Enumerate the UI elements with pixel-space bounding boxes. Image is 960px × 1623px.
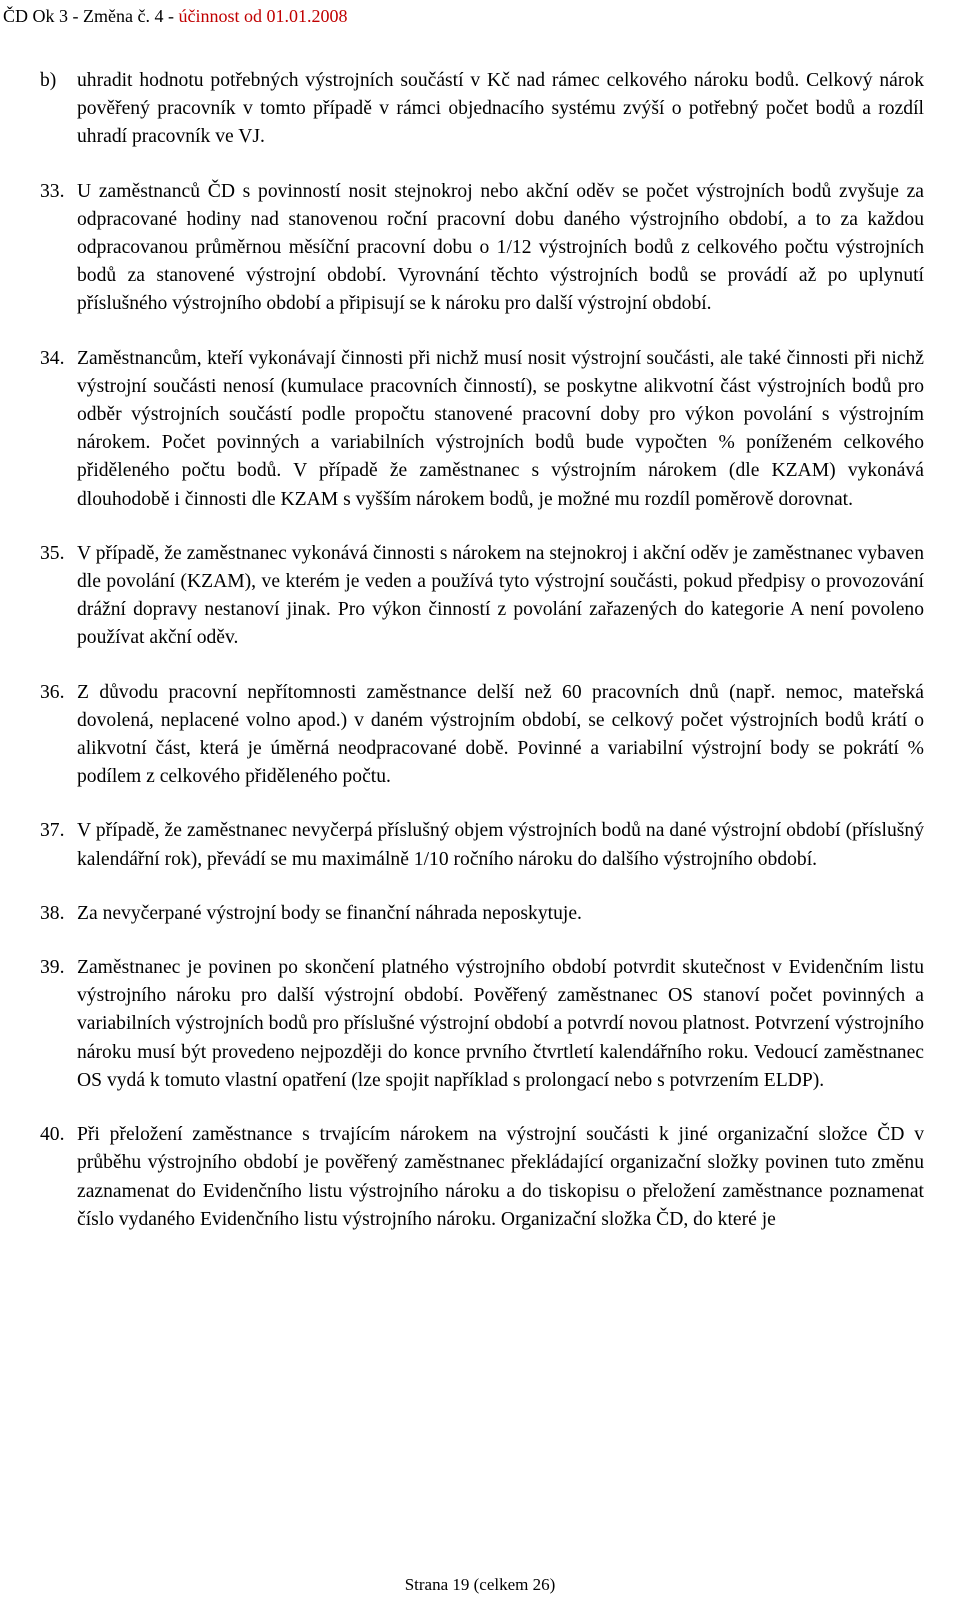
list-item: [40, 679, 924, 792]
page-footer: [0, 1574, 960, 1596]
item-number: 35.: [40, 542, 65, 564]
item-text: uhradit hodnotu potřebných výstrojních součástí v Kč nad rámec celkového nároku bodů. Celkový nárok pověřený pracovník v tomto případě v rámci objednacího systému zvýší o potřebný počet bodů a rozdíl uhradí pracovník ve VJ.: [77, 70, 924, 148]
item-number: b): [40, 70, 57, 91]
list-item: [40, 540, 924, 653]
item-text: Zaměstnancům, kteří vykonávají činnosti při nichž musí nosit výstrojní součásti, ale také činnosti při nichž výstrojní součásti nenosí (kumulace pracovních činností), se poskytne alikvotní část výstrojních bodů pro odběr výstrojních součástí podle propočtu stanovené pracovní doby pro výkon povolání s výstrojním nárokem. Počet povinných a variabilních výstrojních bodů bude vypočten % poníženém celkového přiděleného počtu bodů. V případě že zaměstnanec s výstrojním nárokem (dle KZAM) vykonává dlouhodobě i činnosti dle KZAM s vyšším nárokem bodů, je možné mu rozdíl poměrově dorovnat.: [77, 347, 924, 510]
header-title: ČD Ok 3 - Změna č. 4 -: [3, 6, 179, 26]
item-text: Zaměstnanec je povinen po skončení platného výstrojního období potvrdit skutečnost v Evidenčním listu výstrojního nároku pro další výstrojní období. Pověřený zaměstnanec OS stanoví počet povinných a variabilních výstrojních bodů pro příslušné výstrojní období a potvrdí novou platnost. Potvrzení výstrojního nároku musí být provedeno nejpozději do konce prvního čtvrtletí kalendářního roku. Vedoucí zaměstnanec OS vydá k tomuto vlastní opatření (lze spojit například s prolongací nebo s potvrzením ELDP).: [77, 957, 924, 1091]
item-text: Při přeložení zaměstnance s trvajícím nárokem na výstrojní součásti k jiné organizační složce ČD v průběhu výstrojního období je pověřený zaměstnanec překládající organizační složky povinen tuto změnu zaznamenat do Evidenčního listu výstrojního nároku a do tiskopisu o přeložení zaměstnance poznamenat číslo vydaného Evidenčního listu výstrojního nároku. Organizační složka ČD, do které je: [77, 1124, 924, 1230]
item-text: Za nevyčerpané výstrojní body se finanční náhrada neposkytuje.: [77, 902, 582, 924]
item-text: V případě, že zaměstnanec vykonává činnosti s nárokem na stejnokroj i akční oděv je zaměstnanec vybaven dle povolání (KZAM), ve kterém je veden a používá tyto výstrojní součásti, pokud předpisy o provozování drážní dopravy nestanoví jinak. Pro výkon činností z povolání zařazených do kategorie A není povoleno používat akční oděv.: [77, 542, 924, 649]
item-number: 39.: [40, 957, 65, 979]
page-number: Strana 19 (celkem 26): [404, 1575, 556, 1594]
list-item: [40, 345, 924, 514]
header-effective-date: účinnost od 01.01.2008: [178, 6, 348, 26]
document-header: [3, 4, 347, 28]
item-number: 40.: [40, 1124, 65, 1146]
list-item: [40, 1121, 924, 1234]
item-number: 33.: [40, 180, 65, 202]
item-text: V případě, že zaměstnanec nevyčerpá příslušný objem výstrojních bodů na dané výstrojní období (příslušný kalendářní rok), převádí se mu maximálně 1/10 ročního nároku do dalšího výstrojního období.: [77, 820, 924, 870]
item-text: Z důvodu pracovní nepřítomnosti zaměstnance delší než 60 pracovních dnů (např. nemoc, mateřská dovolená, neplacené volno apod.) v daném výstrojním období, se celkový počet výstrojních bodů krátí o alikvotní část, která je úměrná neodpracované době. Povinné a variabilní výstrojní body se pokrátí % podílem z celkového přiděleného počtu.: [77, 681, 924, 788]
document-body: [40, 67, 924, 1260]
item-number: 38.: [40, 902, 65, 924]
item-text: U zaměstnanců ČD s povinností nosit stejnokroj nebo akční oděv se počet výstrojních bodů zvyšuje za odpracované hodiny nad stanovenou roční pracovní dobu daného výstrojního období, a to za každou odpracovanou průměrnou měsíční pracovní dobu o 1/12 výstrojních bodů z celkového počtu výstrojních bodů za stanovené výstrojní období. Vyrovnání těchto výstrojních bodů se provádí až po uplynutí příslušného výstrojního období a připisují se k nároku pro další výstrojní období.: [77, 180, 924, 315]
item-number: 36.: [40, 681, 65, 703]
item-number: 37.: [40, 820, 65, 842]
item-number: 34.: [40, 347, 65, 369]
list-item: [40, 900, 924, 928]
list-item: [40, 178, 924, 319]
list-item: [40, 67, 924, 152]
list-item: [40, 954, 924, 1095]
list-item: [40, 817, 924, 873]
